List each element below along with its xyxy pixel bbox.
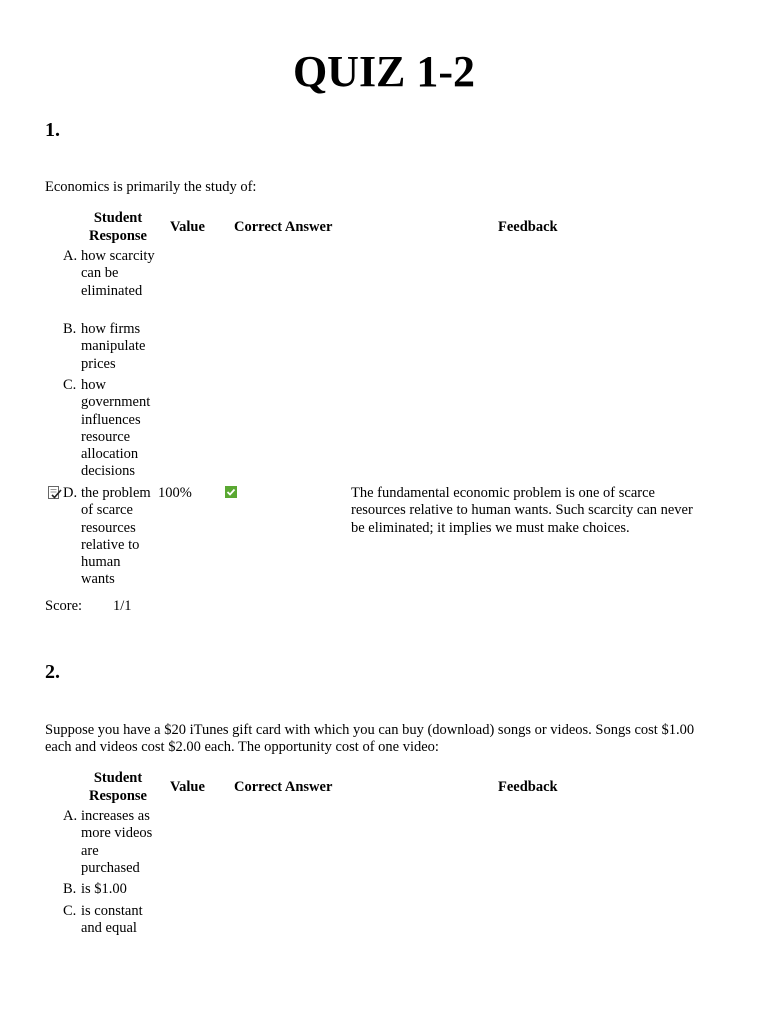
header-correct-answer: Correct Answer: [234, 219, 333, 235]
option-text: increases as more videos are purchased: [81, 808, 153, 876]
option-letter: A.: [63, 248, 78, 264]
option-letter: D.: [63, 485, 78, 501]
option-text: how government influences resource allocation decisions: [81, 377, 151, 480]
question-1-text: Economics is primarily the study of:: [45, 179, 257, 195]
option-text: how scarcity can be eliminated: [81, 248, 155, 299]
score-value: 1/1: [113, 598, 132, 614]
option-letter: A.: [63, 808, 78, 824]
question-1-number: 1.: [45, 119, 60, 141]
option-text: is $1.00: [81, 881, 127, 897]
header-value: Value: [170, 219, 205, 235]
option-text: how firms manipulate prices: [81, 321, 146, 372]
checked-response-icon: [48, 486, 62, 500]
option-text: the problem of scarce resources relative to human wants: [81, 485, 151, 588]
header-student-response: Student Response: [88, 770, 147, 804]
option-letter: B.: [63, 881, 77, 897]
option-value: 100%: [158, 485, 192, 501]
score-label: Score:: [45, 598, 83, 614]
option-letter: C.: [63, 903, 77, 919]
page-title: QUIZ 1-2: [292, 47, 476, 96]
green-check-icon: [225, 486, 237, 498]
header-feedback: Feedback: [498, 779, 558, 795]
option-letter: C.: [63, 377, 77, 393]
option-letter: B.: [63, 321, 77, 337]
header-value: Value: [170, 779, 205, 795]
option-text: is constant and equal: [81, 903, 143, 937]
question-2-number: 2.: [45, 661, 60, 683]
header-correct-answer: Correct Answer: [234, 779, 333, 795]
header-student-response: Student Response: [88, 210, 147, 244]
option-feedback: The fundamental economic problem is one of scarce resources relative to human wants. Such scarcity can never be eliminated; it implies we must make choices.: [351, 485, 693, 536]
question-2-text: Suppose you have a $20 iTunes gift card with which you can buy (download) songs or videos. Songs cost $1.00 each and videos cost $2.00 each. The opportunity cost of one video:: [45, 722, 695, 755]
header-feedback: Feedback: [498, 219, 558, 235]
